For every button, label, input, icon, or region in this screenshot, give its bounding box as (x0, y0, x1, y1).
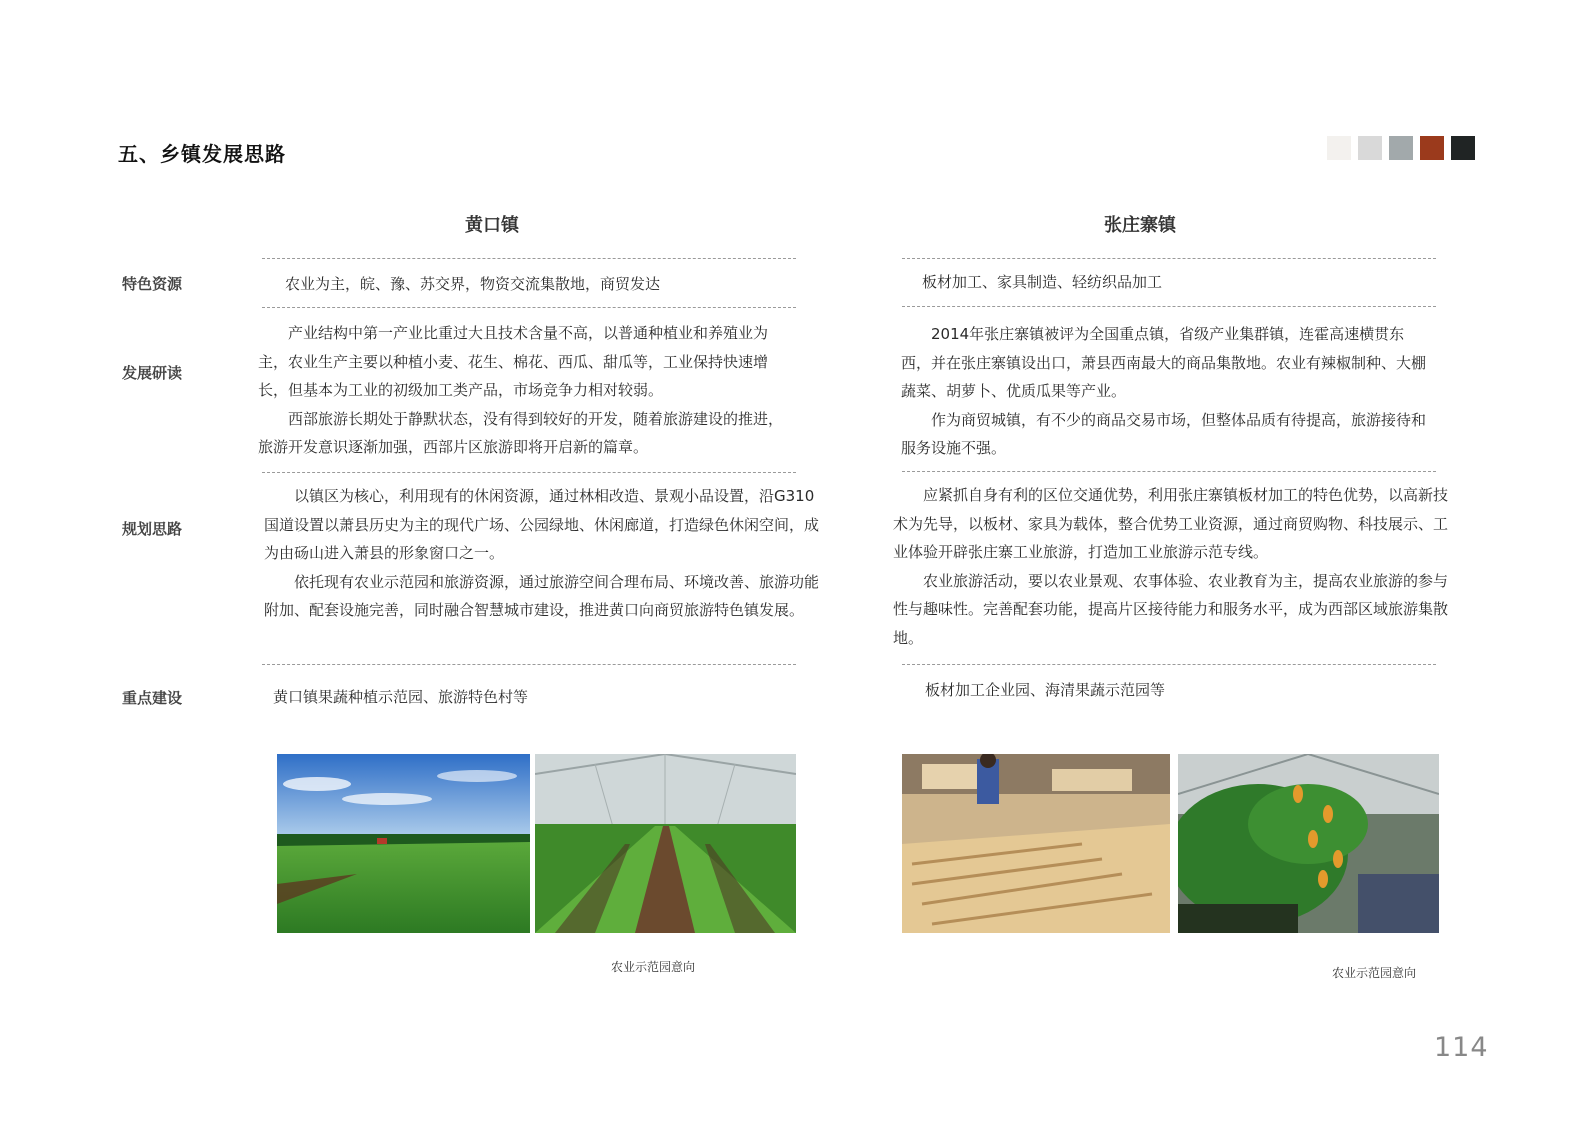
right-divider-3 (902, 471, 1436, 472)
label-key-construction: 重点建设 (122, 689, 183, 707)
right-divider-2 (902, 306, 1436, 307)
right-divider-1 (902, 258, 1436, 259)
left-divider-3 (262, 472, 796, 473)
farm-field-photo (277, 754, 530, 933)
left-divider-2 (262, 307, 796, 308)
right-photo-caption: 农业示范园意向 (1332, 966, 1417, 980)
label-analysis: 发展研读 (122, 364, 183, 382)
label-planning: 规划思路 (122, 520, 183, 538)
left-divider-1 (262, 258, 796, 259)
color-swatches (1327, 136, 1475, 160)
greenhouse-fruit-photo (1178, 754, 1439, 933)
right-planning-paragraph-1: 应紧抓自身有利的区位交通优势，利用张庄寨镇板材加工的特色优势，以高新技术为先导，以板材、家具为载体，整合优势工业资源，通过商贸购物、科技展示、工业体验开辟张庄寨工业旅游，打造加工业旅游示范专线。 (893, 486, 1449, 561)
page-number: 114 (1434, 1032, 1489, 1063)
swatch-1 (1327, 136, 1351, 160)
greenhouse-vegetables-photo (535, 754, 796, 933)
left-key-text: 黄口镇果蔬种植示范园、旅游特色村等 (273, 688, 529, 706)
swatch-5 (1451, 136, 1475, 160)
swatch-2 (1358, 136, 1382, 160)
left-analysis-paragraph-1: 产业结构中第一产业比重过大且技术含量不高，以普通种植业和养殖业为主，农业生产主要以种植小麦、花生、棉花、西瓜、甜瓜等，工业保持快速增长，但基本为工业的初级加工类产品，市场竞争力相对较弱。 (258, 324, 769, 399)
left-analysis-paragraph-2: 西部旅游长期处于静默状态，没有得到较好的开发，随着旅游建设的推进，旅游开发意识逐渐加强，西部片区旅游即将开启新的篇章。 (258, 409, 784, 456)
right-analysis-paragraph-2: 作为商贸城镇，有不少的商品交易市场，但整体品质有待提高，旅游接待和服务设施不强。 (901, 410, 1427, 457)
left-divider-4 (262, 664, 796, 665)
right-divider-4 (902, 664, 1436, 665)
left-planning (264, 482, 820, 625)
swatch-4 (1420, 136, 1444, 160)
right-planning-paragraph-2: 农业旅游活动，要以农业景观、农事体验、农业教育为主，提高农业旅游的参与性与趣味性。完善配套功能，提高片区接待能力和服务水平，成为西部区域旅游集散地。 (893, 571, 1449, 647)
right-resources-text: 板材加工、家具制造、轻纺织品加工 (922, 273, 1163, 291)
right-analysis (901, 320, 1433, 463)
right-planning (893, 481, 1449, 652)
left-analysis (258, 319, 788, 462)
page-title: 五、乡镇发展思路 (118, 142, 286, 166)
right-column-title: 张庄寨镇 (1104, 215, 1176, 236)
left-photo-caption: 农业示范园意向 (611, 960, 696, 974)
right-analysis-paragraph-1: 2014年张庄寨镇被评为全国重点镇，省级产业集群镇，连霍高速横贯东西，并在张庄寨镇设出口，萧县西南最大的商品集散地。农业有辣椒制种、大棚蔬菜、胡萝卜、优质瓜果等产业。 (901, 325, 1427, 400)
left-planning-paragraph-2: 依托现有农业示范园和旅游资源，通过旅游空间合理布局、环境改善、旅游功能附加、配套设施完善，同时融合智慧城市建设，推进黄口向商贸旅游特色镇发展。 (264, 572, 820, 619)
swatch-3 (1389, 136, 1413, 160)
label-resources: 特色资源 (122, 275, 183, 293)
left-planning-paragraph-1: 以镇区为核心，利用现有的休闲资源，通过林相改造、景观小品设置，沿G310国道设置以萧县历史为主的现代广场、公园绿地、休闲廊道，打造绿色休闲空间，成为由砀山进入萧县的形象窗口之一。 (264, 487, 820, 562)
wood-processing-photo (902, 754, 1170, 933)
left-column-title: 黄口镇 (465, 215, 519, 236)
left-resources-text: 农业为主，皖、豫、苏交界，物资交流集散地，商贸发达 (285, 275, 661, 293)
right-key-text: 板材加工企业园、海清果蔬示范园等 (925, 681, 1166, 699)
